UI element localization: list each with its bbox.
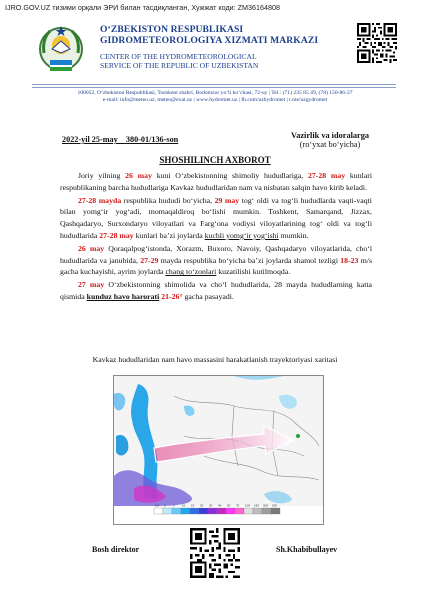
director-name: Sh.Khabibullayev — [276, 545, 338, 554]
legend-tick-label: 40 — [218, 503, 222, 508]
recipient-block — [270, 131, 390, 149]
text: kuni O‘zbekistonning shimoliy hududlariga, — [151, 171, 308, 180]
org-name-uz-line1: O‘ZBEKISTON RESPUBLIKASI — [100, 24, 244, 35]
legend-tick-label: 5 — [173, 503, 175, 508]
document-date-number: 2022-yil 25-may 380-01/136-son — [62, 135, 179, 144]
text: kunlari respublikaning barcha hududlariga Kavkaz hududlaridan nam va nisbatan salqin havo kirib keladi. — [60, 171, 372, 192]
highlight-date: 26 may — [125, 171, 152, 180]
letterhead — [32, 20, 402, 82]
legend-tick-label: 200 — [263, 503, 269, 508]
highlight-date: 29 may — [214, 195, 240, 205]
recipient-line2: (ro‘yxat bo‘yicha) — [299, 140, 361, 149]
document-title: SHOSHILINCH AXBOROT — [159, 155, 271, 165]
text: Qoraqalpog‘istonda, Xorazm, Buxoro, Navoiy, Qashqadaryo viloyatlarida, cho‘l hududlarida va janubida, — [60, 243, 372, 265]
underlined-phrase: kunduz havo harorati — [86, 291, 160, 301]
legend-tick-label: 50 — [227, 503, 231, 508]
legend-tick-label: 0.5 — [155, 503, 160, 508]
legend-swatch — [253, 508, 262, 514]
legend-tick-label: 100 — [245, 503, 251, 508]
header-divider-bottom — [32, 87, 396, 88]
header-divider-top — [32, 84, 396, 85]
highlight-date: 26 may — [78, 243, 105, 253]
highlight-date: 27-29 — [140, 255, 159, 265]
underlined-phrase: kuchli yomg‘ir yog‘ishi — [204, 230, 279, 240]
weather-map-image — [114, 376, 323, 524]
highlight-date: 27-28 mayda — [78, 195, 122, 205]
weather-map — [113, 375, 324, 525]
text: m/s gacha kuchayishi, ayrim joylarda — [60, 255, 373, 277]
highlight-value: 21-26° — [161, 291, 183, 301]
recipient-line1: Vazirlik va idoralarga — [290, 131, 370, 140]
highlight-date: 27-28 may — [307, 171, 346, 180]
paragraph-1 — [60, 170, 372, 194]
org-name-en-line2: SERVICE OF THE REPUBLIC OF UZBEKISTAN — [100, 61, 259, 70]
legend-swatch — [208, 508, 217, 514]
legend-tick-label: 10 — [182, 503, 186, 508]
legend-tick-label: 30 — [209, 503, 213, 508]
text: tog‘ oldi va tog‘li hududlarda vaqti-vaqti bilan yomg‘ir yog‘adi, momaqaldiroq bo‘lishi mumkin. Toshkent, Samarqand, Jizzax, Qashqadaryo, Surxondaryo viloyatlari va Farg‘ona vodiysi viloyatlarining tog‘ oldi va tog‘li hududlarida — [60, 195, 372, 240]
legend-swatch — [163, 508, 172, 514]
organization-name — [100, 24, 340, 70]
address-line: 100052, O‘zbekiston Respublikasi, Toshkent shahri, Bodomzor yo‘li ko‘chasi, 72-uy | Tel.: (71) 235 85 49, (78) 150-86-27 — [77, 90, 353, 96]
legend-swatch — [154, 508, 163, 514]
highlight-date: 27 may — [78, 280, 105, 290]
legend-swatch — [235, 508, 244, 514]
text: Joriy yilning — [78, 171, 126, 180]
legend-swatch — [262, 508, 271, 514]
document-body — [60, 170, 372, 304]
paragraph-4 — [60, 279, 372, 303]
text: kuzatilishi kutilmoqda. — [216, 267, 291, 277]
legend-swatch — [199, 508, 208, 514]
text: gacha pasayadi. — [182, 291, 234, 301]
legend-swatch — [190, 508, 199, 514]
legend-swatch — [226, 508, 235, 514]
text: kunlari ba’zi joylarda — [133, 230, 205, 240]
underlined-phrase: chang to‘zonlari — [165, 267, 217, 277]
legend-swatch — [172, 508, 181, 514]
qr-code-icon — [357, 22, 397, 64]
text: mumkin. — [278, 230, 309, 240]
highlight-date: 27-28 may — [99, 230, 134, 240]
text: O‘zbekistonning shimolida va cho‘l hududlarida, 28 mayda hududlarning katta qismida — [60, 280, 372, 301]
highlight-value: 18-23 — [340, 255, 359, 265]
contact-address — [55, 90, 375, 104]
legend-swatch — [244, 508, 253, 514]
legend-tick-label: 20 — [200, 503, 204, 508]
verification-qr-code-icon — [190, 527, 240, 579]
text: mayda respublika bo‘yicha ba’zi joylarda shamol tezligi — [158, 255, 341, 265]
map-title: Kavkaz hududlaridan nam havo massasini harakatlanish trayektoriyasi xaritasi — [92, 355, 338, 364]
paragraph-2 — [60, 195, 372, 242]
legend-tick-label: 150 — [254, 503, 260, 508]
legend-tick-label: 75 — [236, 503, 240, 508]
text: respublika hududi bo‘yicha, — [121, 195, 215, 205]
paragraph-3 — [60, 243, 372, 278]
legend-swatch — [181, 508, 190, 514]
org-name-uz-line2: GIDROMETEOROLOGIYA XIZMATI MARKAZI — [100, 35, 319, 46]
state-emblem-icon — [38, 23, 84, 75]
legend-swatch — [217, 508, 226, 514]
verification-line: IJRO.GOV.UZ тизими орқали ЭРИ билан тасдиқланган, Хужжат коди: ZM36164808 — [5, 3, 281, 12]
org-name-en-line1: CENTER OF THE HYDROMETEOROLOGICAL — [100, 52, 257, 61]
director-title: Bosh direktor — [92, 545, 140, 554]
legend-tick-label: 300 — [272, 503, 278, 508]
legend-swatch — [271, 508, 280, 514]
legend-tick-label: 15 — [191, 503, 195, 508]
contact-links-line: e-mail: info@meteo.uz, meteo@exat.uz | www.hydromet.uz | fb.com/uzhydromet | t.me/uzgydromet — [102, 97, 328, 103]
legend-tick-label: 3 — [164, 503, 166, 508]
